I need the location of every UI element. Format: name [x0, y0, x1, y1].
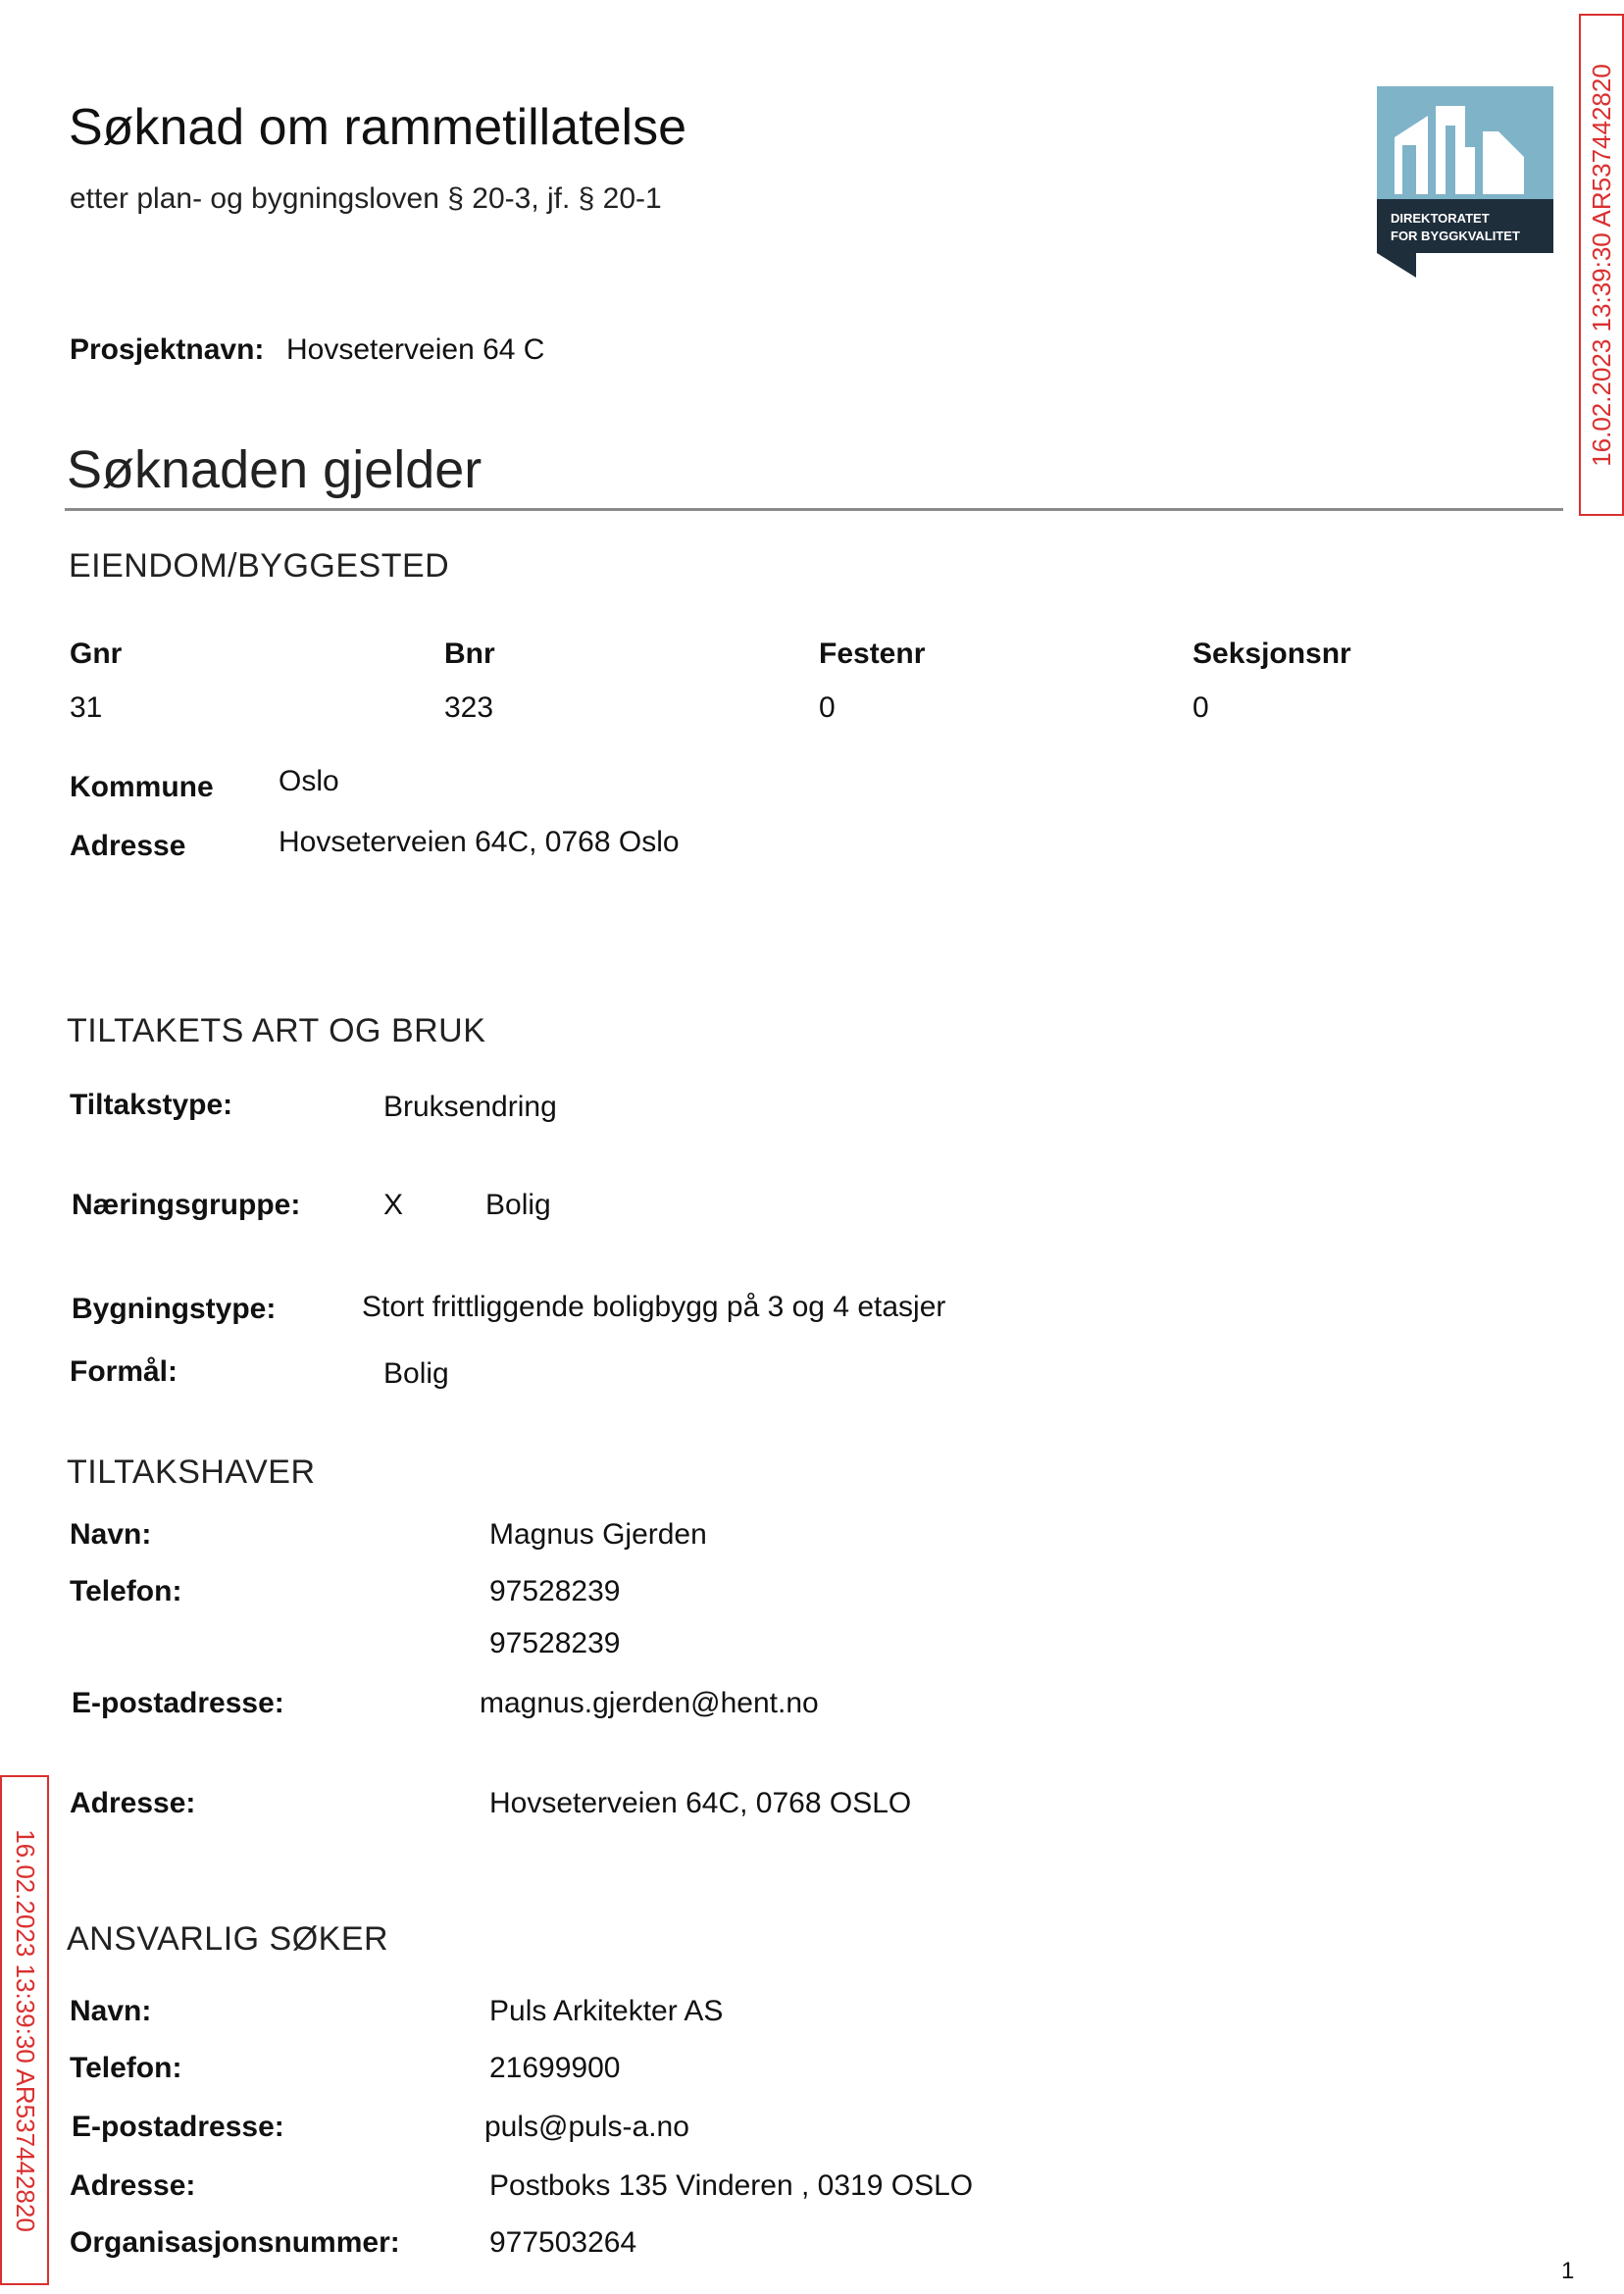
document-subtitle: etter plan- og bygningsloven § 20-3, jf. § 20-1 [70, 182, 662, 215]
applicant-address-value: Postboks 135 Vinderen , 0319 OSLO [489, 2169, 974, 2202]
festenr-label: Festenr [819, 637, 926, 670]
owner-phone-value-2: 97528239 [489, 1627, 621, 1659]
kommune-value: Oslo [279, 765, 339, 797]
logo-text-line2: FOR BYGGKVALITET [1391, 229, 1520, 243]
measure-heading: TILTAKETS ART OG BRUK [67, 1012, 486, 1049]
formal-label: Formål: [70, 1355, 178, 1388]
owner-phone-value: 97528239 [489, 1575, 621, 1607]
formal-value: Bolig [383, 1357, 449, 1390]
org-number-value: 977503264 [489, 2226, 637, 2259]
tiltakstype-label: Tiltakstype: [70, 1089, 233, 1121]
dibk-logo-icon [1377, 86, 1553, 278]
logo-graphic [1377, 86, 1553, 278]
logo-text-line1: DIREKTORATET [1391, 211, 1490, 226]
applicant-phone-label: Telefon: [70, 2052, 182, 2084]
property-address-value: Hovseterveien 64C, 0768 Oslo [279, 826, 680, 858]
received-stamp-left [0, 1775, 49, 2285]
stamp-text: 16.02.2023 13:39:30 AR537442820 [1586, 63, 1616, 467]
bygningstype-value: Stort frittliggende boligbygg på 3 og 4 etasjer [362, 1291, 946, 1323]
project-name-label: Prosjektnavn: [70, 333, 265, 366]
org-number-label: Organisasjonsnummer: [70, 2226, 400, 2259]
owner-heading: TILTAKSHAVER [67, 1453, 316, 1491]
festenr-value: 0 [819, 691, 836, 724]
owner-address-label: Adresse: [70, 1787, 196, 1819]
applicant-address-label: Adresse: [70, 2169, 196, 2202]
gnr-label: Gnr [70, 637, 123, 670]
applicant-name-value: Puls Arkitekter AS [489, 1995, 724, 2027]
bnr-label: Bnr [444, 637, 495, 670]
naeringsgruppe-code: X [383, 1189, 404, 1221]
owner-name-value: Magnus Gjerden [489, 1518, 707, 1551]
owner-address-value: Hovseterveien 64C, 0768 OSLO [489, 1787, 912, 1819]
owner-name-label: Navn: [70, 1518, 152, 1551]
bygningstype-label: Bygningstype: [72, 1293, 277, 1325]
page-number: 1 [1561, 2258, 1575, 2284]
gnr-value: 31 [70, 691, 103, 724]
bnr-value: 323 [444, 691, 494, 724]
applicant-heading: ANSVARLIG SØKER [67, 1920, 389, 1958]
property-address-label: Adresse [70, 830, 186, 862]
stamp-text: 16.02.2023 13:39:30 AR537442820 [10, 1828, 40, 2232]
document-title: Søknad om rammetillatelse [69, 99, 686, 156]
applicant-email-value: puls@puls-a.no [484, 2111, 689, 2143]
owner-email-label: E-postadresse: [72, 1687, 284, 1719]
seksjonsnr-label: Seksjonsnr [1193, 637, 1351, 670]
section-divider [65, 508, 1563, 511]
applicant-phone-value: 21699900 [489, 2052, 621, 2084]
seksjonsnr-value: 0 [1193, 691, 1209, 724]
tiltakstype-value: Bruksendring [383, 1091, 557, 1123]
naeringsgruppe-value: Bolig [485, 1189, 551, 1221]
owner-phone-label: Telefon: [70, 1575, 182, 1607]
applicant-name-label: Navn: [70, 1995, 152, 2027]
section-title: Søknaden gjelder [67, 440, 482, 499]
received-stamp-top [1579, 14, 1624, 516]
applicant-email-label: E-postadresse: [72, 2111, 284, 2143]
property-heading: EIENDOM/BYGGESTED [69, 547, 450, 585]
kommune-label: Kommune [70, 771, 214, 803]
naeringsgruppe-label: Næringsgruppe: [72, 1189, 301, 1221]
project-name-value: Hovseterveien 64 C [286, 333, 545, 366]
owner-email-value: magnus.gjerden@hent.no [480, 1687, 819, 1719]
